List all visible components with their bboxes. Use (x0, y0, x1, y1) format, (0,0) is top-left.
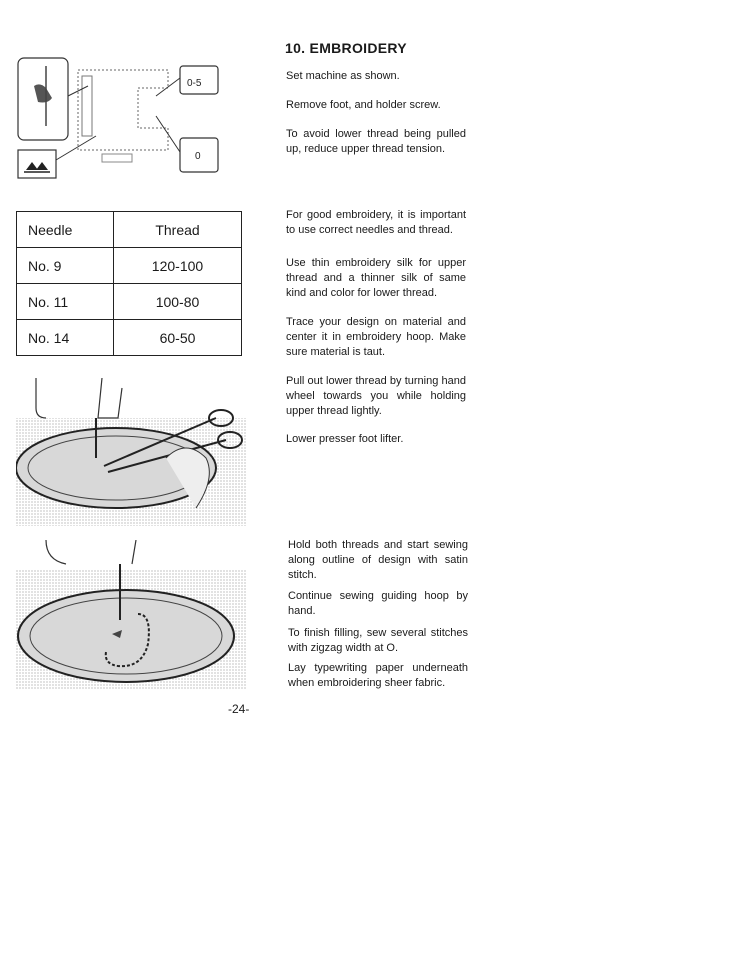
stitch-width-label: 0-5 (187, 78, 202, 89)
table-row (17, 320, 242, 356)
needle-thread-table (16, 211, 242, 356)
instruction-paragraph: Use thin embroidery silk for upper thread and a thinner silk of same kind and color for lower thread. (286, 257, 466, 299)
embroidery-hoop (18, 590, 234, 682)
machine-head-outline (36, 378, 122, 418)
hoop-scissors-illustration (16, 378, 246, 526)
table-cell: No. 14 (17, 320, 114, 356)
instruction-paragraph: Lay typewriting paper underneath when embroidering sheer fabric. (288, 662, 468, 689)
table-cell: 120-100 (114, 248, 242, 284)
instruction-paragraph: For good embroidery, it is important to use correct needles and thread. (286, 209, 466, 236)
instruction-paragraph: Hold both threads and start sewing along outline of design with satin stitch. (288, 539, 468, 581)
machine-setup-illustration (16, 56, 236, 184)
instruction-paragraph: Remove foot, and holder screw. (286, 99, 441, 111)
instruction-paragraph: To avoid lower thread being pulled up, reduce upper thread tension. (286, 128, 466, 155)
table-header-needle: Needle (17, 212, 114, 248)
table-header-row (17, 212, 242, 248)
table-cell: 60-50 (114, 320, 242, 356)
feed-dog-up-icon (26, 162, 38, 170)
instruction-paragraph: Trace your design on material and center it in embroidery hoop. Make sure material is taut. (286, 316, 466, 358)
table-cell: No. 11 (17, 284, 114, 320)
feed-dog-inset-frame (18, 150, 56, 178)
satin-stitch-illustration (16, 540, 246, 690)
table-header-thread: Thread (114, 212, 242, 248)
machine-head-outline (46, 540, 136, 564)
table-row (17, 248, 242, 284)
table-cell: No. 9 (17, 248, 114, 284)
instruction-paragraph: Continue sewing guiding hoop by hand. (288, 590, 468, 617)
instruction-paragraph: Pull out lower thread by turning hand wheel towards you while holding upper thread lightly. (286, 375, 466, 417)
instruction-paragraph: Lower presser foot lifter. (286, 433, 404, 445)
stitch-length-label: 0 (195, 151, 201, 162)
table-row (17, 284, 242, 320)
table-cell: 100-80 (114, 284, 242, 320)
section-heading: 10. EMBROIDERY (285, 40, 407, 56)
page-number: -24- (228, 702, 250, 716)
presser-foot-icon (34, 84, 52, 102)
instruction-paragraph: Set machine as shown. (286, 70, 400, 82)
instruction-paragraph: To finish filling, sew several stitches with zigzag width at O. (288, 627, 468, 654)
